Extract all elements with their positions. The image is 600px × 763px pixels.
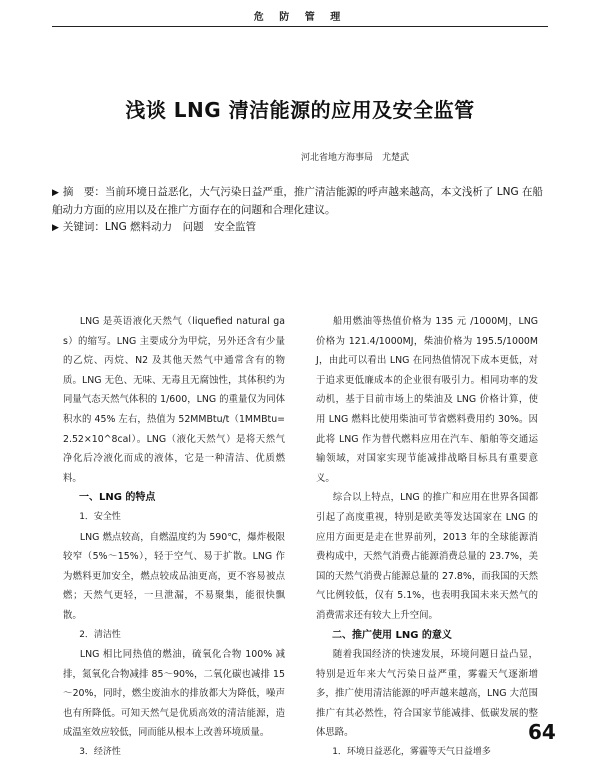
abstract-keywords [52, 219, 550, 237]
section-heading: 一、LNG 的特点 [79, 492, 156, 504]
paragraph: LNG 燃点较高，自燃温度约为 590℃，爆炸极限较窄（5%～15%），轻于空气、易于扩散。LNG 作为燃料更加安全，燃点较成品油更高，更不容易被点燃；天然气更轻，一旦泄漏，不易聚集，能很快飘散。 [63, 531, 285, 621]
paragraph: 随着我国经济的快速发展，环境问题日益凸显，特别是近年来大气污染日益严重，雾霾天气逐渐增多，推广使用清洁能源的呼声越来越高，LNG 大范围推广有其必然性，符合国家节能减排、低碳发展的整体思路。 [316, 649, 538, 739]
article-title: 浅谈 LNG 清洁能源的应用及安全监管 [125, 98, 475, 122]
right-column [316, 312, 538, 763]
abstract-keywords-text: 关键词：LNG 燃料动力 问题 安全监管 [62, 221, 257, 233]
triangle-bullet-icon: ▶ [52, 188, 59, 198]
subsection-heading: 1．环境日益恶化，雾霾等天气日益增多 [332, 747, 491, 758]
subsection-heading: 1．安全性 [79, 511, 121, 522]
paragraph: LNG 是英语液化天然气（liquefied natural gas）的缩写。LNG 主要成分为甲烷，另外还含有少量的乙烷、丙烷、N2 及其他天然气中通常含有的物质。LNG 无色、无味、无毒且无腐蚀性，其体积约为同量气态天然气体积的 1/600，LNG 的重量仅为同体积水的 45% 左右，热值为 52MMBtu/t（1MMBtu=2.52×10^8cal）。LNG（液化天然气）是将天然气净化后冷液化而成的液体，它是一种清洁、优质燃料。 [63, 316, 285, 484]
author-line: 河北省地方海事局 尤楚武 [300, 153, 409, 163]
paragraph: LNG 相比同热值的燃油，硫氧化合物 100% 减排，氮氧化合物减排 85～90%，二氧化碳也减排 15～20%，同时，燃尘废油水的排放都大为降低，噪声也有所降低。可知天然气是优质高效的清洁能源，造成温室效应较低，同而能从根本上改善环境质量。 [63, 649, 285, 739]
abstract-block [52, 184, 550, 237]
section-header: 危 防 管 理 [253, 12, 347, 23]
abstract-summary [52, 184, 550, 219]
section-heading: 二、推广使用 LNG 的意义 [332, 629, 452, 641]
triangle-bullet-icon: ▶ [52, 223, 59, 233]
subsection-heading: 3．经济性 [79, 747, 121, 758]
running-header [0, 0, 600, 30]
page-number: 64 [528, 720, 556, 744]
left-column [63, 312, 285, 763]
paragraph: 船用燃油等热值价格为 135 元 /1000MJ，LNG 价格为 121.4/1000MJ，柴油价格为 195.5/1000MJ，由此可以看出 LNG 在同热值情况下成本更低，对于追求更低廉成本的企业很有吸引力。相同功率的发动机，基于目前市场上的柴油及 LNG 价格计算，使用 LNG 燃料比使用柴油可节省燃料费用约 30%。因此将 LNG 作为替代燃料应用在汽车、船舶等交通运输领域，对国家实现节能减排战略目标具有重要意义。 [316, 316, 538, 484]
subsection-heading: 2．清洁性 [79, 629, 121, 640]
header-rule [52, 26, 548, 27]
paragraph: 综合以上特点，LNG 的推广和应用在世界各国都引起了高度重视，特别是欧美等发达国家在 LNG 的应用方面更是走在世界前列，2013 年的全球能源消费构成中，天然气消费占能源消费总量的 23.7%，美国的天然气消费占能源总量的 27.8%，而我国的天然气比例较低，仅有 5.1%，也表明我国未来天然气的消费需求还有较大上升空间。 [316, 492, 538, 621]
abstract-summary-text: 摘 要：当前环境日益恶化，大气污染日益严重，推广清洁能源的呼声越来越高，本文浅析了 LNG 在船舶动力方面的应用以及在推广方面存在的问题和合理化建议。 [52, 186, 543, 216]
